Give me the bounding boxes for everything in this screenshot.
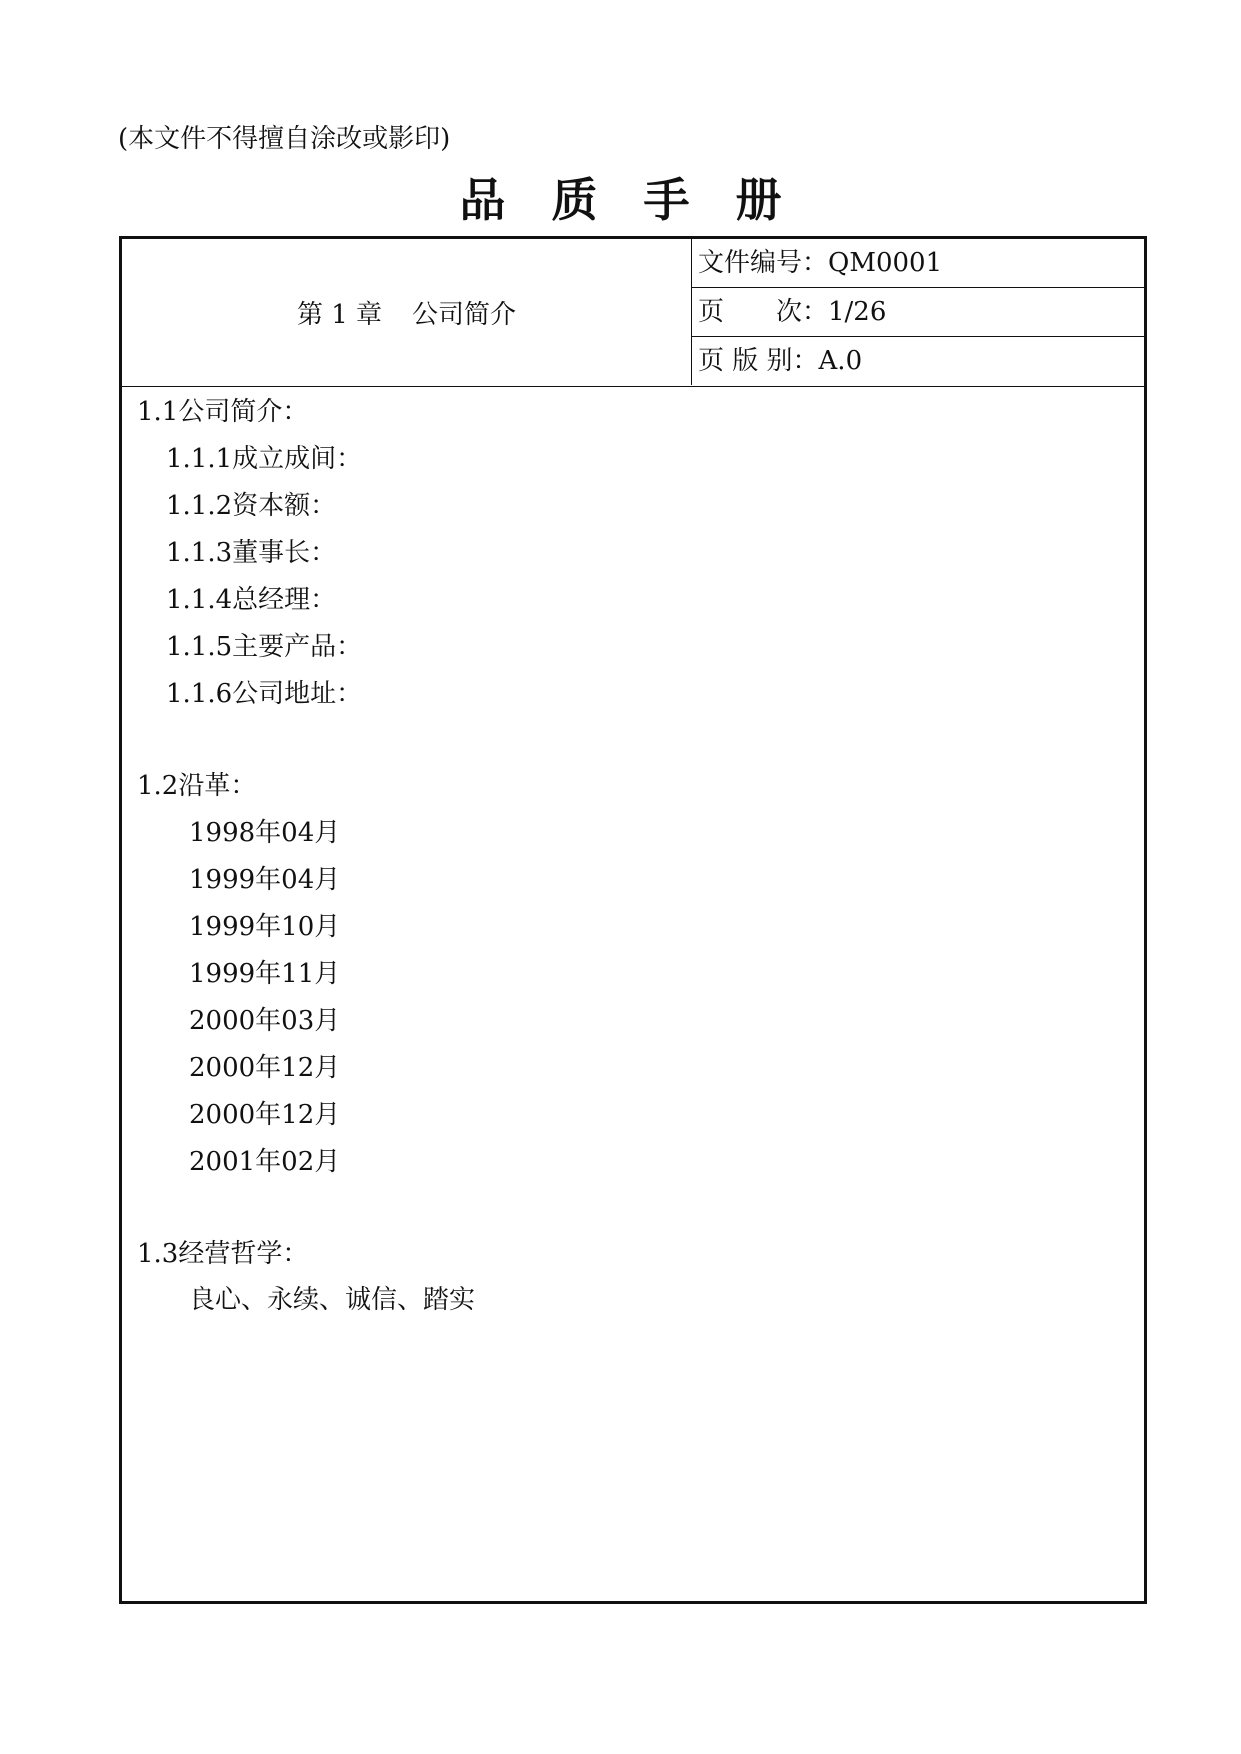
chapter-label: 第 1 章 xyxy=(296,299,383,330)
section-heading-history: 1.2沿革： xyxy=(137,771,257,801)
document-notice: (本文件不得擅自涂改或影印) xyxy=(118,124,451,154)
profile-item: 1.1.5主要产品： xyxy=(166,632,363,662)
chapter-title: 公司简介 xyxy=(412,299,517,330)
history-date: 2000年12月 xyxy=(189,1100,341,1130)
history-date: 1999年11月 xyxy=(189,959,341,989)
doc-number: 文件编号：QM0001 xyxy=(692,239,1144,288)
profile-item: 1.1.1成立成间： xyxy=(166,444,363,474)
document-frame xyxy=(119,236,1147,1604)
profile-item: 1.1.4总经理： xyxy=(166,585,337,615)
chapter-cell xyxy=(122,239,692,385)
document-meta xyxy=(692,239,1144,385)
section-heading-philosophy: 1.3经营哲学： xyxy=(137,1239,309,1269)
document-header xyxy=(122,239,1144,387)
history-date: 1999年04月 xyxy=(189,865,341,895)
page-version: 页 版 别：A.0 xyxy=(698,346,863,376)
profile-item: 1.1.3董事长： xyxy=(166,538,337,568)
history-date: 2000年03月 xyxy=(189,1006,341,1036)
history-date: 1998年04月 xyxy=(189,818,341,848)
history-date: 2001年02月 xyxy=(189,1147,341,1177)
section-heading-company-profile: 1.1公司简介： xyxy=(137,397,309,427)
profile-item: 1.1.2资本额： xyxy=(166,491,337,521)
philosophy-values: 良心、永续、诚信、踏实 xyxy=(189,1285,476,1315)
page-title: 品质手册 xyxy=(459,173,828,227)
history-date: 2000年12月 xyxy=(189,1053,341,1083)
profile-item: 1.1.6公司地址： xyxy=(166,679,363,709)
page-count: 页 次：1/26 xyxy=(692,288,1144,337)
history-date: 1999年10月 xyxy=(189,912,341,942)
